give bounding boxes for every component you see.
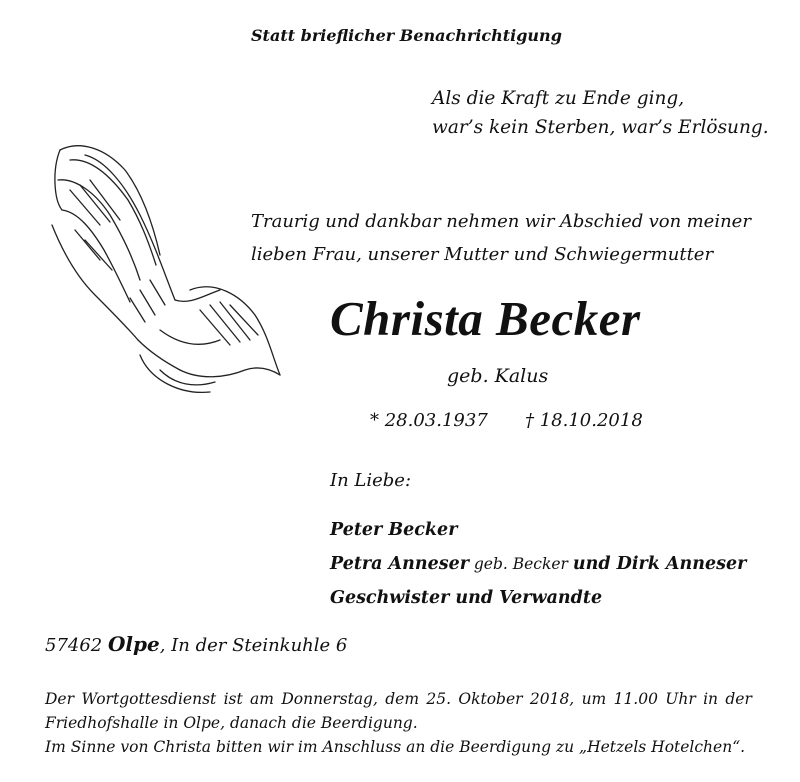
service-word: ist — [223, 690, 243, 708]
service-word: um — [581, 690, 607, 708]
intro-word: Abschied — [559, 211, 644, 232]
intro-word: von — [648, 211, 682, 232]
service-word: 2018, — [529, 690, 575, 708]
service-word: Wortgottesdienst — [81, 690, 217, 708]
intro-word: Traurig — [251, 211, 320, 232]
verse-line-1: Als die Kraft zu Ende ging, — [432, 88, 685, 109]
service-word: dem — [385, 690, 420, 708]
service-word: Der — [45, 690, 75, 708]
mourner-line-3: Geschwister und Verwandte — [330, 588, 603, 608]
service-word: 11.00 — [613, 690, 658, 708]
address — [45, 632, 347, 656]
mourner-maiden: geb. Becker — [468, 555, 573, 573]
mourner-name: und Dirk Anneser — [572, 554, 747, 574]
service-line-3: Im Sinne von Christa bitten wir im Anschluss an die Beerdigung zu „Hetzels Hotelchen“. — [45, 738, 746, 756]
death-date: † 18.10.2018 — [525, 410, 643, 431]
address-city: Olpe — [108, 632, 160, 656]
intro-word: dankbar — [365, 211, 441, 232]
mourner-line-2 — [330, 547, 746, 581]
intro-line-1 — [251, 205, 751, 238]
verse — [432, 84, 769, 142]
mourner-line-1: Peter Becker — [330, 520, 458, 540]
service-word: der — [725, 690, 752, 708]
mourners — [330, 513, 746, 615]
service-word: in — [703, 690, 719, 708]
address-street: , In der Steinkuhle 6 — [159, 635, 348, 656]
service-word: Oktober — [458, 690, 523, 708]
intro-text — [251, 205, 751, 271]
maiden-name: geb. Kalus — [447, 365, 549, 387]
intro-word: meiner — [686, 211, 751, 232]
service-info — [45, 687, 752, 759]
service-word: Donnerstag, — [281, 690, 378, 708]
service-word: am — [250, 690, 274, 708]
deceased-name: Christa Becker — [330, 291, 641, 346]
intro-word: wir — [524, 211, 555, 232]
service-word: 25. — [426, 690, 452, 708]
birth-date: * 28.03.1937 — [370, 410, 488, 431]
intro-word: und — [325, 211, 360, 232]
notice-header: Statt brieflicher Benachrichtigung — [251, 26, 562, 45]
service-line-2: Friedhofshalle in Olpe, danach die Beerdigung. — [45, 714, 418, 732]
mourner-name: Petra Anneser — [330, 554, 469, 574]
verse-line-2: war’s kein Sterben, war’s Erlösung. — [432, 117, 769, 138]
intro-word: nehmen — [446, 211, 520, 232]
address-zip: 57462 — [45, 635, 103, 656]
service-word: Uhr — [665, 690, 696, 708]
in-love-label: In Liebe: — [330, 470, 412, 491]
service-line-1 — [45, 687, 752, 711]
intro-line-2: lieben Frau, unserer Mutter und Schwiegermutter — [251, 244, 714, 265]
